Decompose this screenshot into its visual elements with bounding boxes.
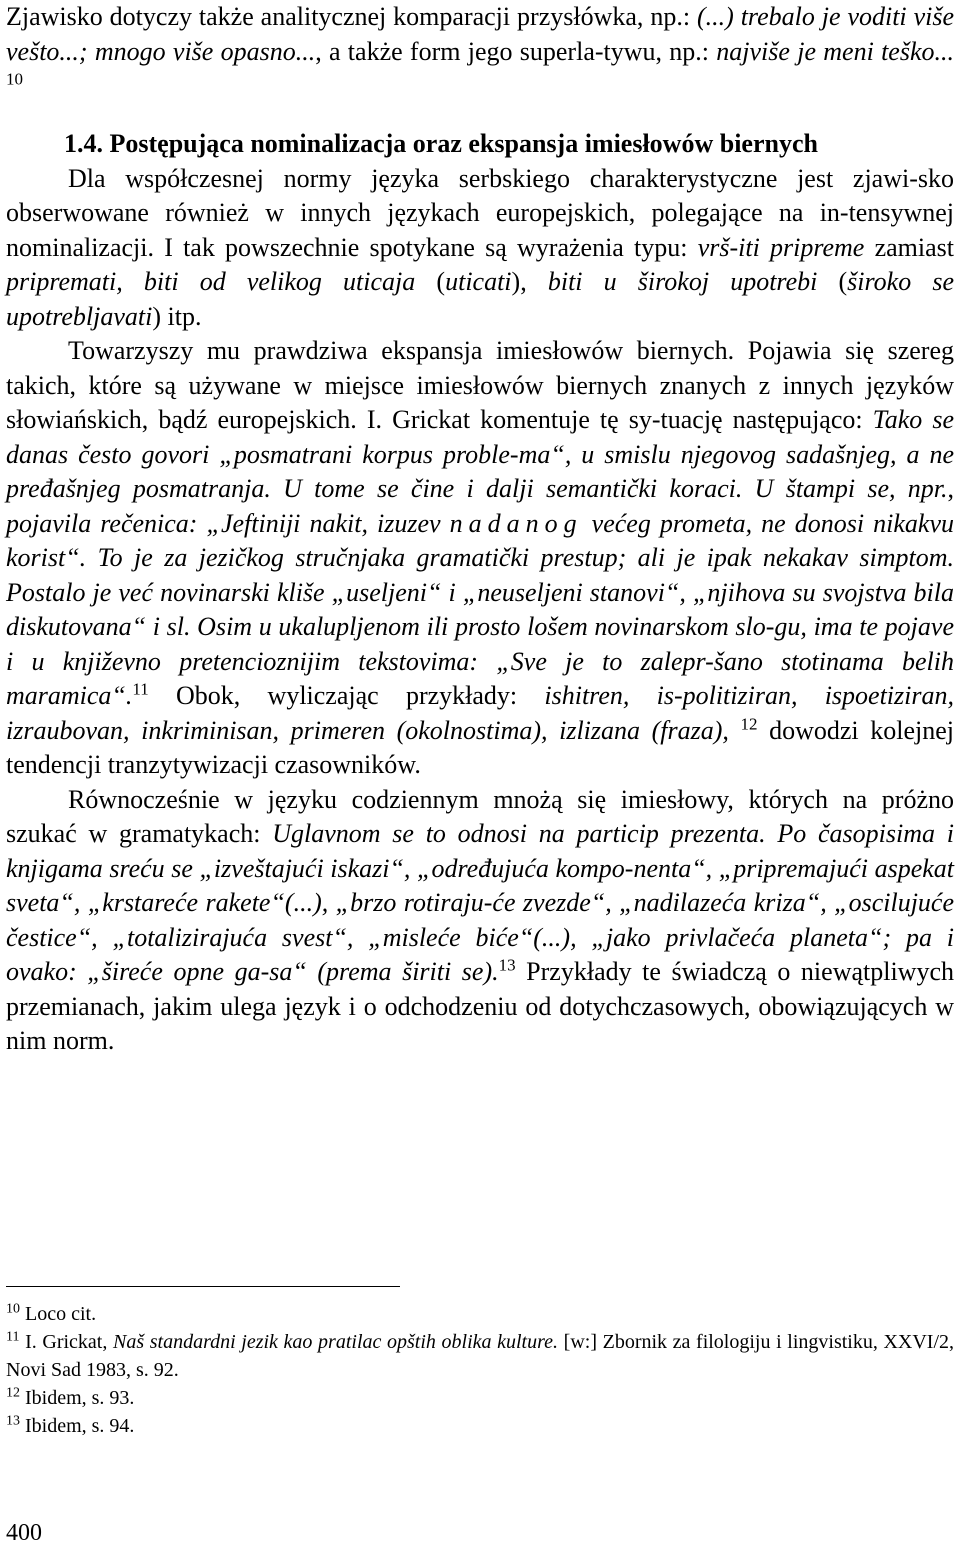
text: dowodzi kolejnej tendencji tranzytywizacji czasowników. — [6, 715, 955, 779]
text: , — [947, 474, 954, 503]
footnote-10 — [6, 1300, 954, 1328]
footnote-11 — [6, 1328, 954, 1384]
footnote-text: Loco cit. — [20, 1303, 97, 1325]
footnote-12 — [6, 1384, 954, 1412]
footnote-text: I. Grickat, — [19, 1331, 113, 1353]
italic-example: pripremati, biti od velikog uticaja — [6, 267, 416, 296]
italic-example: široko se upotrebljavati — [6, 267, 954, 331]
footnote-ref-10[interactable]: 10 — [6, 69, 23, 89]
text: ), — [511, 267, 548, 296]
text: Towarzyszy mu prawdziwa ekspansja imiesłowów biernych. Pojawia się szereg takich, które są używane w miejsce imiesłowów biernych znanych z innych języków słowiańskich, bądź europejskich. I. Grickat komentuje tę sy-tuację następująco: — [6, 336, 954, 434]
text: zamiast — [864, 232, 954, 262]
footnote-number: 12 — [6, 1385, 20, 1401]
italic-example: vrš-iti pripreme — [697, 232, 865, 262]
section-heading: 1.4. Postępująca nominalizacja oraz ekspansja imiesłowów biernych — [64, 128, 818, 158]
italic-quote: pojavila rečenica: „Jeftiniji nakit, izuzev — [6, 508, 450, 538]
footnote-text: Ibidem, s. 93. — [20, 1387, 135, 1409]
footnote-13 — [6, 1412, 954, 1440]
text: ) itp. — [152, 301, 202, 331]
text: ( — [415, 267, 446, 296]
footnote-ref-13[interactable]: 13 — [498, 955, 516, 975]
italic-example: biti u širokoj upotrebi — [547, 267, 818, 296]
footnote-number: 13 — [6, 1413, 20, 1429]
italic-example: uticati — [445, 267, 512, 296]
paragraph-adverb-comparison — [6, 0, 954, 104]
text: Przykłady te świadczą o niewątpliwych przemianach, jakim ulega język i o odchodzeniu od dotychczasowych, obowiązujących w nim norm. — [6, 957, 955, 1055]
paragraph-nominalization — [6, 162, 954, 335]
paragraph-present-participles — [6, 783, 954, 1059]
paragraph-passive-participles — [6, 334, 954, 783]
footnote-divider — [6, 1286, 400, 1287]
italic-quote: većeg prometa, ne donosi nikakvu korist“. To je za jezičkog stručnjaka gramatički prestup; ali je ipak nekakav simptom. Postalo je već novinarski kliše „useljeni“ i „neuseljeni stanovi“, „njihova su svojstva bila diskutovana“ i sl. Osim u ukalupljenom ili prosto lošem novinarskom slo-gu, ima te pojave i u književno pretencioznijim tekstovima: „Sve je to zalepr-šano stotinama belih maramica“. — [6, 508, 954, 710]
text: Dla współczesnej normy języka serbskiego charakterystyczne jest zjawi-sko obserwowane również w innych językach europejskich, polegające na in-tensywnej nominalizacji. I tak powszechnie spotykane są wyrażenia typu: — [6, 163, 954, 262]
footnote-number: 11 — [6, 1329, 20, 1345]
text: , a także form jego superla-tywu, np.: — [315, 36, 717, 66]
page-body — [6, 0, 954, 1059]
footnote-number: 10 — [6, 1301, 20, 1317]
text: Obok, wyliczając przykłady: — [148, 681, 545, 710]
footnote-text: [w:] Zbornik za filologiju i lingvistiku, XXVI/2, Novi Sad 1983, s. 92. — [6, 1331, 955, 1381]
italic-examples: ishitren, is-politiziran, ispoetiziran, izraubovan, inkriminisan, primeren (okolnostima), izlizana (fraza), — [6, 681, 954, 745]
footnotes — [6, 1300, 954, 1440]
page-number: 400 — [6, 1520, 42, 1546]
italic-example: najviše je meni teško... — [716, 36, 954, 66]
italic-example: (...) trebalo je voditi više vešto...; mnogo više opasno... — [6, 2, 954, 66]
text: ( — [817, 267, 848, 296]
footnote-title: Naš standardni jezik kao pratilac opštih oblika kulture. — [112, 1331, 559, 1353]
italic-spaced-word: nadanog — [449, 508, 583, 538]
footnote-text: Ibidem, s. 94. — [20, 1415, 135, 1437]
footnote-ref-12[interactable]: 12 — [740, 713, 758, 733]
text: Zjawisko dotyczy także analitycznej komparacji przysłówka, np.: — [6, 2, 697, 31]
text: Równocześnie w języku codziennym mnożą się imiesłowy, których na próżno szukać w gramatykach: — [6, 784, 954, 848]
italic-quote: Uglavnom se to odnosi na particip prezenta. Po časopisima i knjigama sreću se „izveštajući iskazi“, „određujuća kompo-nenta“, „pripremajući aspekat sveta“, „krstareće rakete“(...), „brzo rotiraju-će zvezde“, „nadilazeća kriza“, „oscilujuće čestice“, „totalizirajuća svest“, „misleće biće“(...), „jako privlačeća planeta“; pa i ovako: „šireće opne ga-sa“ (prema širiti se). — [6, 819, 954, 986]
italic-quote: Tako se danas često govori „posmatrani korpus proble-ma“, u smislu njegovog sadašnjeg, a ne pređašnjeg posmatranja. U tome se čine i dalji semantički koraci. U štampi se, npr. — [6, 405, 954, 503]
footnote-ref-11[interactable]: 11 — [132, 679, 149, 699]
